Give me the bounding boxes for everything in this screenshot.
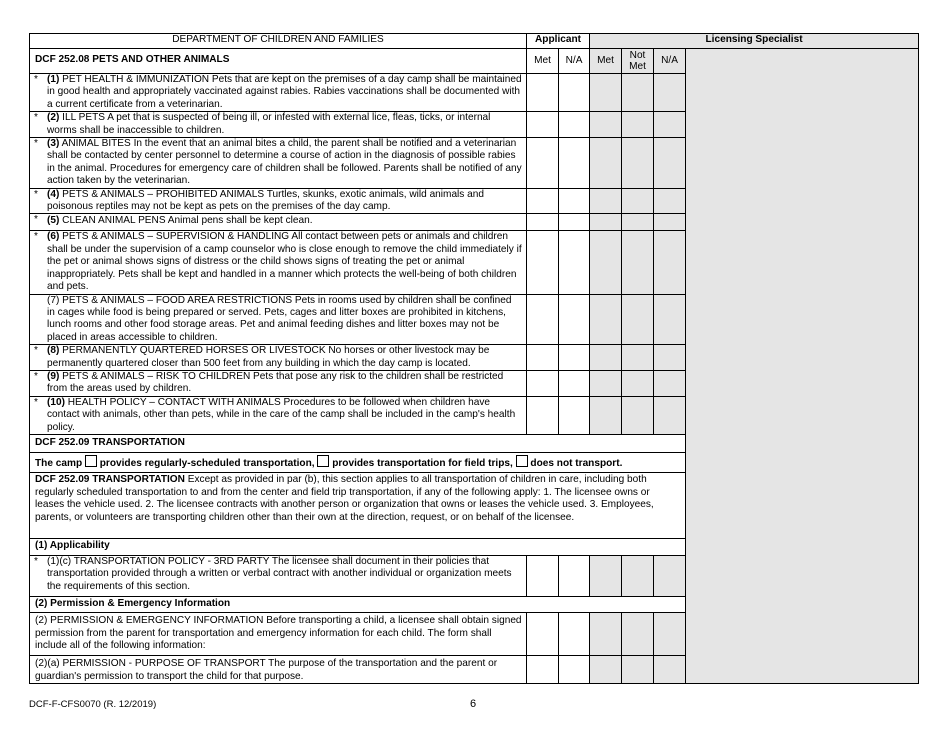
ls-not-met-checkbox[interactable]	[622, 656, 654, 684]
applicant-met-checkbox[interactable]	[527, 396, 559, 434]
ls-met-checkbox[interactable]	[590, 188, 622, 214]
req-number: (6)	[47, 231, 60, 243]
ls-not-met-checkbox[interactable]	[622, 345, 654, 371]
req-text: PETS & ANIMALS – SUPERVISION & HANDLING All contact between pets or animals and children shall be under the supervision of a camp counselor who is close enough to remove the child immediately if the pet or animal shows signs of distress or the child shows signs of treating the pet or animal inappropriately. Pets shall be kept and handled in a manner which protects the well-being of both children and pets.	[47, 231, 522, 293]
applicant-header: Applicant	[527, 34, 590, 49]
ls-met-checkbox[interactable]	[590, 656, 622, 684]
transportation-section-title: DCF 252.09 TRANSPORTATION	[30, 434, 686, 452]
ls-not-met-checkbox[interactable]	[622, 396, 654, 434]
ls-not-met-checkbox[interactable]	[622, 231, 654, 294]
applicant-na-checkbox[interactable]	[559, 74, 590, 112]
ls-na-checkbox[interactable]	[654, 112, 686, 138]
required-marker: *	[34, 112, 38, 124]
applicant-met-checkbox[interactable]	[527, 231, 559, 294]
ls-na-checkbox[interactable]	[654, 345, 686, 371]
applicant-met-checkbox[interactable]	[527, 656, 559, 684]
req-text: CLEAN ANIMAL PENS Animal pens shall be kept clean.	[59, 215, 313, 227]
licensing-notes-column	[686, 49, 919, 684]
ls-met-checkbox[interactable]	[590, 74, 622, 112]
ls-not-met-checkbox[interactable]	[622, 613, 654, 656]
ls-met-checkbox[interactable]	[590, 345, 622, 371]
regular-transport-checkbox[interactable]	[85, 455, 97, 467]
form-id: DCF-F-CFS0070 (R. 12/2019)	[29, 699, 157, 710]
req-number: (5)	[47, 215, 60, 227]
applicability-header: (1) Applicability	[30, 539, 686, 555]
ls-na-header: N/A	[654, 49, 686, 74]
field-trip-label: provides transportation for field trips,	[332, 457, 513, 469]
ls-na-checkbox[interactable]	[654, 138, 686, 189]
regular-transport-label: provides regularly-scheduled transportation,	[99, 457, 315, 469]
req-text: (2) PERMISSION & EMERGENCY INFORMATION Before transporting a child, a licensee shall obtain signed permission from the parent for transportation and emergency information for each child. The form shall include all of the following information:	[30, 613, 527, 656]
no-transport-label: does not transport.	[530, 457, 623, 469]
applicant-na-checkbox[interactable]	[559, 214, 590, 231]
ls-na-checkbox[interactable]	[654, 555, 686, 596]
checklist-table	[29, 33, 919, 684]
req-text: PETS & ANIMALS – RISK TO CHILDREN Pets that pose any risk to the children shall be restricted from the areas used by children.	[47, 370, 504, 395]
req-text: HEALTH POLICY – CONTACT WITH ANIMALS Procedures to be followed when children have contact with animals, other than pets, while in the care of the camp shall be included in the camp's health policy.	[47, 396, 516, 433]
applicant-met-checkbox[interactable]	[527, 345, 559, 371]
ls-not-met-checkbox[interactable]	[622, 294, 654, 345]
ls-na-checkbox[interactable]	[654, 370, 686, 396]
ls-not-met-checkbox[interactable]	[622, 370, 654, 396]
req-text: PERMANENTLY QUARTERED HORSES OR LIVESTOCK No horses or other livestock may be permanently quartered closer than 500 feet from any building in which the day camp is located.	[47, 345, 490, 369]
section-title: DCF 252.08 PETS AND OTHER ANIMALS	[30, 49, 527, 74]
req-text: PET HEALTH & IMMUNIZATION Pets that are kept on the premises of a day camp shall be maintained in good health and appropriately vaccinated against rabies. Rabies vaccinations shall be documented with a current certificate from a veterinarian.	[47, 74, 522, 110]
req-number: (8)	[47, 345, 60, 357]
req-text: ILL PETS A pet that is suspected of being ill, or infested with external lice, fleas, ticks, or internal worms shall be inaccessible to children.	[47, 112, 491, 136]
ls-not-met-checkbox[interactable]	[622, 138, 654, 189]
required-marker: *	[34, 188, 38, 200]
applicant-met-checkbox[interactable]	[527, 294, 559, 345]
ls-na-checkbox[interactable]	[654, 613, 686, 656]
applicant-met-checkbox[interactable]	[527, 74, 559, 112]
req-text: (2)(a) PERMISSION - PURPOSE OF TRANSPORT The purpose of the transportation and the parent or guardian's permission to transport the child for that purpose.	[30, 656, 527, 684]
required-marker: *	[34, 370, 38, 382]
required-marker: *	[34, 231, 38, 243]
required-marker: *	[34, 74, 38, 85]
req-text: PETS & ANIMALS – PROHIBITED ANIMALS Turtles, skunks, exotic animals, wild animals and poisonous reptiles may not be kept as pets on the premises of the day camp.	[47, 188, 484, 213]
ls-not-met-header: Not Met	[622, 49, 654, 74]
licensing-specialist-header: Licensing Specialist	[590, 34, 919, 49]
ls-met-checkbox[interactable]	[590, 555, 622, 596]
req-number: (9)	[47, 370, 60, 382]
required-marker: *	[34, 138, 38, 150]
ls-na-checkbox[interactable]	[654, 74, 686, 112]
applicant-na-checkbox[interactable]	[559, 138, 590, 189]
applicant-met-checkbox[interactable]	[527, 370, 559, 396]
req-text: ANIMAL BITES In the event that an animal bites a child, the parent shall be notified and a veterinarian shall be contacted by center personnel to determine a course of action in the diagnosis of possible rabies in the animal. Procedures for emergency care of children shall be followed. Parents shall be notified of any action taken by the veterinarian.	[47, 138, 522, 187]
ls-na-checkbox[interactable]	[654, 656, 686, 684]
ls-not-met-checkbox[interactable]	[622, 555, 654, 596]
ls-not-met-checkbox[interactable]	[622, 74, 654, 112]
applicant-met-checkbox[interactable]	[527, 613, 559, 656]
applicant-na-checkbox[interactable]	[559, 555, 590, 596]
required-marker: *	[34, 555, 38, 567]
transportation-intro	[30, 473, 686, 539]
field-trip-checkbox[interactable]	[317, 455, 329, 467]
no-transport-checkbox[interactable]	[516, 455, 528, 467]
applicant-met-checkbox[interactable]	[527, 138, 559, 189]
page-number: 6	[470, 698, 477, 710]
ls-met-checkbox[interactable]	[590, 370, 622, 396]
camp-transport-options	[30, 452, 686, 472]
req-number: (2)	[47, 112, 60, 124]
camp-prefix: The camp	[35, 457, 83, 469]
ls-met-checkbox[interactable]	[590, 112, 622, 138]
applicant-na-checkbox[interactable]	[559, 294, 590, 345]
ls-not-met-checkbox[interactable]	[622, 188, 654, 214]
applicant-na-header: N/A	[559, 49, 590, 74]
ls-na-checkbox[interactable]	[654, 396, 686, 434]
applicant-met-checkbox[interactable]	[527, 188, 559, 214]
applicant-na-checkbox[interactable]	[559, 396, 590, 434]
applicant-met-checkbox[interactable]	[527, 214, 559, 231]
applicant-na-checkbox[interactable]	[559, 188, 590, 214]
req-number: (1)	[47, 74, 60, 85]
intro-text: Except as provided in par (b), this section applies to all transportation of children in care, including both regularly scheduled transportation to and from the center and field trip transportation, if any of the following apply: 1. The licensee owns or leases the vehicle used. 2. The licensee contracts with another person or organization that owns or leases the vehicle used. 3. Employees, parents, or volunteers are transporting children other than their own at the direction, request, or on behalf of the licensee.	[35, 474, 654, 523]
ls-met-checkbox[interactable]	[590, 214, 622, 231]
permission-header: (2) Permission & Emergency Information	[30, 596, 686, 612]
applicant-met-checkbox[interactable]	[527, 555, 559, 596]
applicant-na-checkbox[interactable]	[559, 613, 590, 656]
required-marker: *	[34, 214, 38, 226]
ls-not-met-checkbox[interactable]	[622, 112, 654, 138]
ls-not-met-checkbox[interactable]	[622, 214, 654, 231]
ls-na-checkbox[interactable]	[654, 188, 686, 214]
ls-na-checkbox[interactable]	[654, 231, 686, 294]
ls-na-checkbox[interactable]	[654, 214, 686, 231]
ls-met-checkbox[interactable]	[590, 294, 622, 345]
req-number: (10)	[47, 396, 65, 408]
intro-bold: DCF 252.09 TRANSPORTATION	[35, 474, 185, 486]
department-header: DEPARTMENT OF CHILDREN AND FAMILIES	[30, 34, 527, 49]
ls-met-header: Met	[590, 49, 622, 74]
applicant-met-header: Met	[527, 49, 559, 74]
applicant-na-checkbox[interactable]	[559, 112, 590, 138]
ls-met-checkbox[interactable]	[590, 396, 622, 434]
req-text: (7) PETS & ANIMALS – FOOD AREA RESTRICTIONS Pets in rooms used by children shall be confined in cages while food is being prepared or served. Pets, cages and litter boxes are prohibited in kitchens, lunch rooms and other food storage areas. Pet and animal feeding dishes and litter boxes may not be placed in areas accessible to children.	[47, 294, 512, 343]
applicant-na-checkbox[interactable]	[559, 656, 590, 684]
ls-na-checkbox[interactable]	[654, 294, 686, 345]
applicant-na-checkbox[interactable]	[559, 231, 590, 294]
required-marker: *	[34, 396, 38, 408]
req-number: (3)	[47, 138, 60, 150]
ls-met-checkbox[interactable]	[590, 613, 622, 656]
ls-met-checkbox[interactable]	[590, 138, 622, 189]
req-text: (1)(c) TRANSPORTATION POLICY - 3RD PARTY The licensee shall document in their policies that transportation provided through a written or verbal contract with another individual or organization meets the requirements of this section.	[47, 555, 512, 592]
req-number: (4)	[47, 188, 60, 200]
applicant-na-checkbox[interactable]	[559, 370, 590, 396]
required-marker: *	[34, 345, 38, 357]
applicant-na-checkbox[interactable]	[559, 345, 590, 371]
ls-met-checkbox[interactable]	[590, 231, 622, 294]
applicant-met-checkbox[interactable]	[527, 112, 559, 138]
